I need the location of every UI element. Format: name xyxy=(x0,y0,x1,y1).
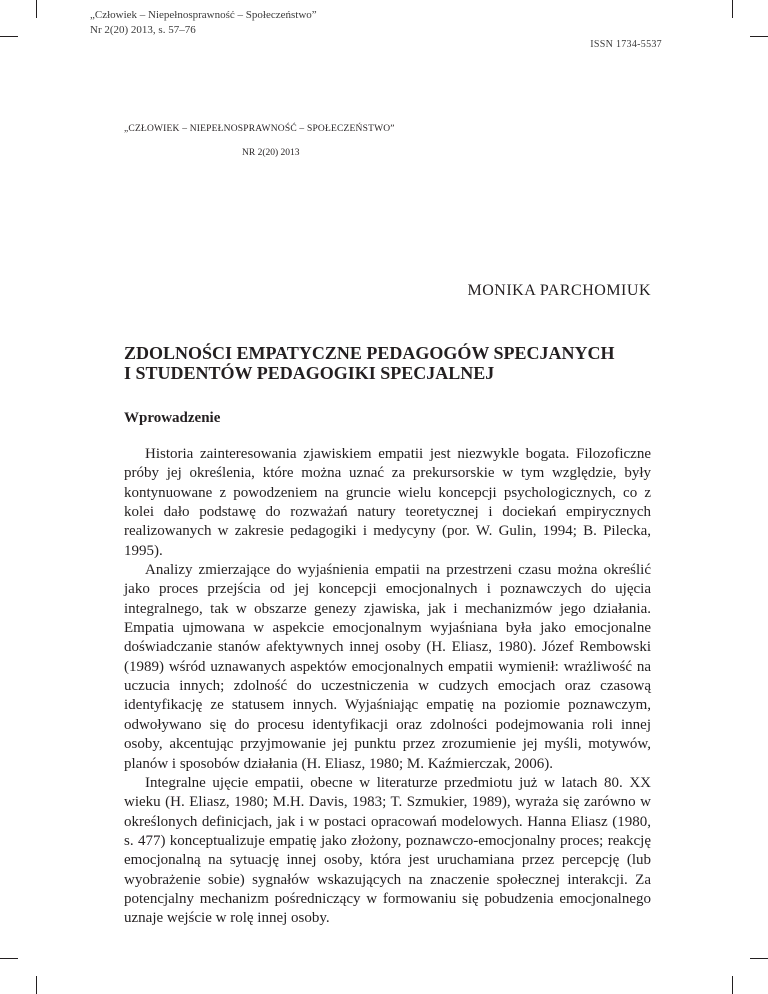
article-title xyxy=(124,343,615,383)
journal-number: NR 2(20) 2013 xyxy=(242,148,300,158)
paragraph: Historia zainteresowania zjawiskiem empatii jest niezwykle bogata. Filozoficzne próby jej określenia, które można uznać za prekursorskie w tym względzie, były kontynuowane z powodzeniem na gruncie wielu koncepcji psychologicznych, co z kolei dało podstawę do rozważań natury teoretycznej i dociekań empirycznych realizowanych w zakresie pedagogiki i medycyny (por. W. Gulin, 1994; B. Pilecka, 1995). xyxy=(124,446,651,559)
crop-mark-bottom-right-vertical xyxy=(732,976,733,994)
journal-name: „CZŁOWIEK – NIEPEŁNOSPRAWNOŚĆ – SPOŁECZEŃSTWO” xyxy=(124,124,395,134)
running-header-issue: Nr 2(20) 2013, s. 57–76 xyxy=(90,24,196,36)
running-header-journal: „Człowiek – Niepełnosprawność – Społeczeństwo” xyxy=(90,9,317,21)
section-heading: Wprowadzenie xyxy=(124,410,221,426)
crop-mark-top-left-horizontal xyxy=(0,36,18,37)
crop-mark-top-right-horizontal xyxy=(750,36,768,37)
article-title-line-2: I STUDENTÓW PEDAGOGIKI SPECJALNEJ xyxy=(124,363,495,383)
crop-mark-bottom-right-horizontal xyxy=(750,958,768,959)
crop-mark-top-right-vertical xyxy=(732,0,733,18)
crop-mark-top-left-vertical xyxy=(36,0,37,18)
paragraph: Integralne ujęcie empatii, obecne w literaturze przedmiotu już w latach 80. XX wieku (H. Eliasz, 1980; M.H. Davis, 1983; T. Szmukier, 1989), wyraża się zarówno w określonych definicjach, jak i w postaci opracowań modelowych. Hanna Eliasz (1980, s. 477) konceptualizuje empatię jako złożony, poznawczo-emocjonalny proces; reakcję emocjonalną na sytuację innej osoby, która jest uruchamiana przez percepcję (lub wyobrażenie sobie) sygnałów wskazujących na znaczenie społecznej interakcji. Za potencjalny mechanizm pośredniczący w formowaniu się pobudzenia emocjonalnego uznaje wejście w rolę innej osoby. xyxy=(124,774,651,927)
running-header xyxy=(90,8,317,38)
article-title-line-1: ZDOLNOŚCI EMPATYCZNE PEDAGOGÓW SPECJANYCH xyxy=(124,343,615,363)
crop-mark-bottom-left-vertical xyxy=(36,976,37,994)
article-body xyxy=(124,445,651,929)
issn: ISSN 1734-5537 xyxy=(590,39,662,50)
author-name: MONIKA PARCHOMIUK xyxy=(467,282,651,299)
paragraph: Analizy zmierzające do wyjaśnienia empatii na przestrzeni czasu można określić jako proces przejścia od jej koncepcji emocjonalnych i poznawczych do ujęcia integralnego, tak w obszarze genezy zjawiska, jak i mechanizmów jego działania. Empatia ujmowana w aspekcie emocjonalnym wyjaśniana była jako emocjonalne doświadczanie stanów afektywnych innej osoby (H. Eliasz, 1980). Józef Rembowski (1989) wśród uznawanych aspektów emocjonalnych empatii wymienił: wrażliwość na uczucia innych; zdolność do uczestniczenia w cudzych emocjach oraz czasową identyfikację ze statusem innych. Wyjaśniając empatię na poziomie poznawczym, odwoływano się do procesu identyfikacji oraz zdolności podejmowania roli innej osoby, akcentując przyjmowanie jej punktu przez zrozumienie jej myśli, motywów, planów i sposobów działania (H. Eliasz, 1980; M. Kaźmierczak, 2006). xyxy=(124,562,651,772)
crop-mark-bottom-left-horizontal xyxy=(0,958,18,959)
